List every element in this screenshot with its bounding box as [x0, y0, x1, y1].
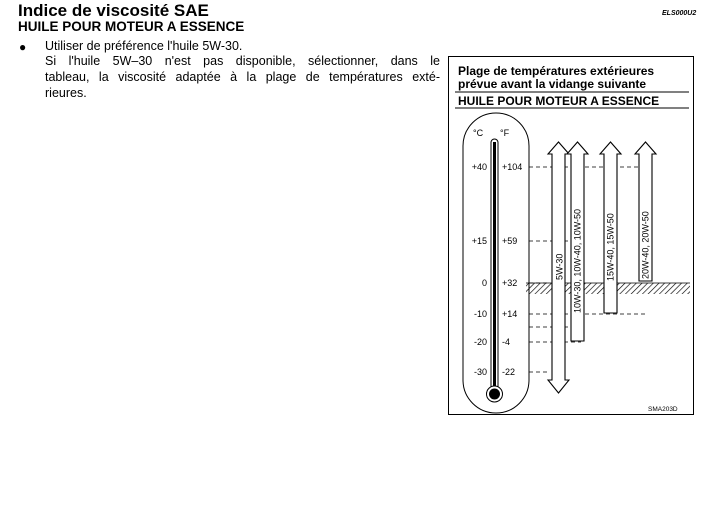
temp-c-label: +15 [471, 236, 487, 246]
temp-f-label: -22 [502, 367, 516, 377]
paragraph-line-4: rieures. [45, 86, 87, 100]
viscosity-chart-svg [449, 57, 695, 416]
page-subtitle: HUILE POUR MOTEUR A ESSENCE [18, 19, 245, 34]
temp-f-label: -4 [502, 337, 511, 347]
oil-label-10w: 10W-30, 10W-40, 10W-50 [572, 208, 583, 313]
page-title: Indice de viscosité SAE [18, 1, 209, 20]
temp-f-label: +32 [502, 278, 518, 288]
temp-c-label: -20 [473, 337, 487, 347]
figure-heading-1: Plage de températures extérieures [458, 64, 655, 78]
temp-c-label: 0 [481, 278, 487, 288]
temp-f-label: +104 [502, 162, 523, 172]
figure-code: SMA203D [648, 406, 678, 413]
thermometer-bulb [489, 389, 500, 400]
bullet-icon: ● [19, 40, 27, 54]
figure-heading-2: prévue avant la vidange suivante [458, 77, 647, 91]
temp-f-label: +14 [502, 309, 518, 319]
viscosity-chart [448, 56, 694, 415]
unit-fahrenheit: °F [500, 128, 510, 138]
document-code: ELS000U2 [662, 10, 697, 17]
temp-f-label: +59 [502, 236, 518, 246]
paragraph-line-1: Utiliser de préférence l'huile 5W-30. [45, 39, 243, 53]
oil-label-5w30: 5W-30 [554, 253, 565, 280]
temp-c-label: -10 [473, 309, 487, 319]
paragraph-line-2: Si l'huile 5W–30 n'est pas disponible, sélectionner, dans le [45, 54, 440, 68]
thermometer-mercury [493, 142, 496, 397]
temp-c-label: -30 [473, 367, 487, 377]
temp-c-label: +40 [471, 162, 487, 172]
oil-label-15w: 15W-40, 15W-50 [605, 213, 616, 281]
figure-heading-3: HUILE POUR MOTEUR A ESSENCE [458, 94, 660, 108]
oil-label-20w: 20W-40, 20W-50 [640, 211, 651, 279]
paragraph-line-3: tableau, la viscosité adaptée à la plage de températures exté- [45, 70, 440, 84]
unit-celsius: °C [473, 128, 484, 138]
